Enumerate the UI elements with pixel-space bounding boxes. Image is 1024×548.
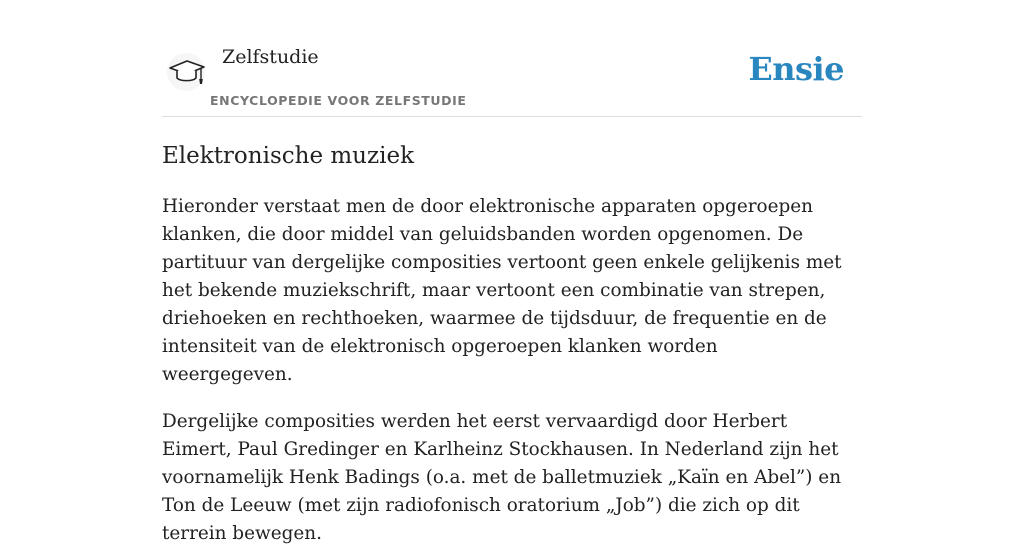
article-title: Elektronische muziek	[162, 143, 415, 169]
site-header	[162, 0, 862, 117]
site-name-link[interactable]: Zelfstudie	[222, 46, 319, 68]
article-paragraph: Hieronder verstaat men de door elektronische apparaten opgeroepen klanken, die door middel van geluidsbanden worden opgenomen. De partituur van dergelijke composities vertoont geen enkele gelijkenis met het bekende muziekschrift, maar vertoont een combinatie van strepen, driehoeken en rechthoeken, waarmee de tijdsduur, de frequentie en de intensiteit van de elektronisch opgeroepen klanken worden weergegeven.	[162, 196, 842, 385]
site-tagline: ENCYCLOPEDIE VOOR ZELFSTUDIE	[210, 93, 467, 108]
graduation-cap-icon[interactable]	[166, 52, 208, 92]
page	[162, 0, 862, 548]
article-paragraph: Dergelijke composities werden het eerst vervaardigd door Herbert Eimert, Paul Gredinger en Karlheinz Stockhausen. In Nederland zijn het voornamelijk Henk Badings (o.a. met de balletmuziek „Kaïn en Abel”) en Ton de Leeuw (met zijn radiofonisch oratorium „Job”) die zich op dit terrein bewegen.	[162, 411, 842, 544]
ensie-brand-link[interactable]: Ensie	[748, 50, 844, 88]
